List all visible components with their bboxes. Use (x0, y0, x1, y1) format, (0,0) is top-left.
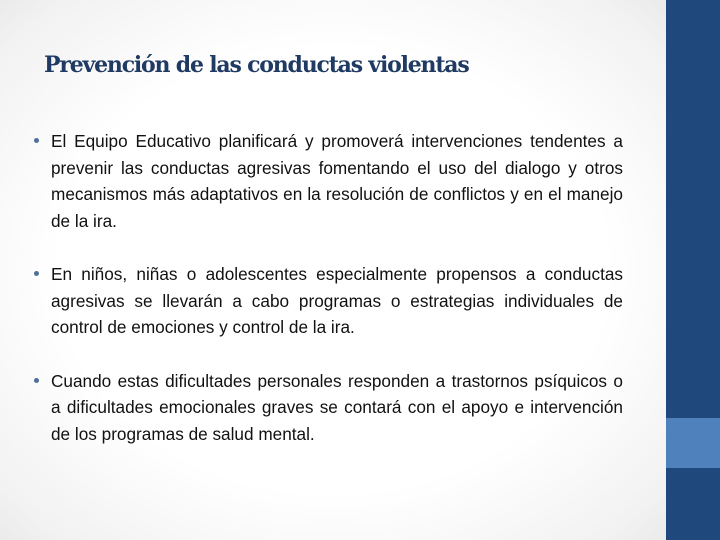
bullet-item (51, 261, 623, 341)
bullet-list (51, 128, 623, 474)
slide-title: Prevención de las conductas violentas (44, 52, 469, 78)
sidebar-accent-block (666, 418, 720, 468)
bullet-text: El Equipo Educativo planificará y promoverá intervenciones tendentes a prevenir las conductas agresivas fomentando el uso del dialogo y otros mecanismos más adaptativos en la resolución de conflictos y en el manejo de la ira. (51, 131, 623, 231)
bullet-dot-icon (34, 138, 39, 143)
bullet-text: Cuando estas dificultades personales responden a trastornos psíquicos o a dificultades emocionales graves se contará con el apoyo e intervención de los programas de salud mental. (51, 370, 623, 444)
bullet-dot-icon (34, 271, 39, 276)
bullet-text: En niños, niñas o adolescentes especialmente propensos a conductas agresivas se llevarán a cabo programas o estrategias individuales de control de emociones y control de la ira. (51, 264, 623, 337)
bullet-item (51, 128, 623, 234)
bullet-dot-icon (34, 378, 39, 383)
bullet-item (51, 368, 623, 448)
